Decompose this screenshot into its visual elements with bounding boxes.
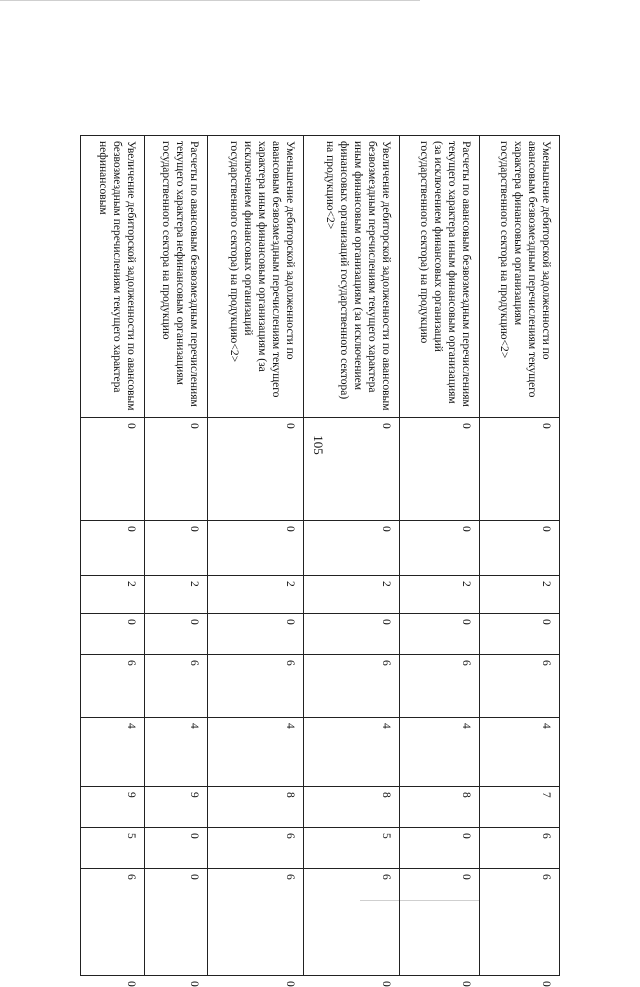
code-digit-cell: 0 (480, 521, 560, 576)
code-digit-cell: 6 (81, 869, 145, 976)
code-digit-cell: 6 (81, 655, 145, 718)
row-description: Уменьшение дебиторской задолженности по авансовым безвозмездным перечислениям текущего характера финансовым организациям государственного сектора на продукцию<2> (480, 136, 560, 418)
code-digit-cell: 4 (81, 718, 145, 787)
row-description: Увеличение дебиторской задолженности по авансовым безвозмездным перечислениям текущего характера нефинансовым (81, 136, 145, 418)
row-description: Расчеты по авансовым безвозмездным перечислениям текущего характера иным финансовым организациям (за исключением финансовых организаций государственного сектора) на продукцию (400, 136, 480, 418)
table-row: Расчеты по авансовым безвозмездным перечислениям текущего характера иным финансовым организациям (за исключением финансовых организаций государственного сектора) на продукцию 0 0 2 0 6 4 8 0 0 0 (400, 136, 480, 976)
table-row: Расчеты по авансовым безвозмездным перечислениям текущего характера нефинансовым организациям государственного сектора на продукцию 0 0 2 0 6 4 9 0 0 0 (144, 136, 208, 976)
table-body (81, 136, 560, 987)
code-digit-cell: 4 (304, 718, 400, 787)
code-digit-cell: 0 (208, 418, 304, 521)
code-digit-cell: 8 (400, 787, 480, 828)
code-digit-cell: 0 (400, 521, 480, 576)
code-digit-cell: 9 (144, 787, 208, 828)
code-digit-cell: 0 (400, 614, 480, 655)
code-digit-cell: 0 (81, 614, 145, 655)
code-digit-cell: 0 (81, 418, 145, 521)
code-digit-cell: 0 (400, 869, 480, 976)
code-digit-cell: 2 (480, 576, 560, 614)
code-digit-cell: 0 (304, 418, 400, 521)
table-row: Уменьшение дебиторской задолженности по авансовым безвозмездным перечислениям текущего характера финансовым организациям государственного сектора на продукцию<2> 0 0 2 0 6 4 7 6 6 0 (480, 136, 560, 976)
row-description: Расчеты по авансовым безвозмездным перечислениям текущего характера нефинансовым организациям государственного сектора на продукцию (144, 136, 208, 418)
code-digit-cell: 0 (304, 614, 400, 655)
row-description: Уменьшение дебиторской задолженности по авансовым безвозмездным перечислениям текущего характера иным финансовым организациям (за исключением финансовых организаций государственного сектора) на продукцию<2> (208, 136, 304, 418)
code-digit-cell: 6 (304, 655, 400, 718)
code-digit-cell: 0 (208, 614, 304, 655)
code-digit-cell: 6 (480, 828, 560, 869)
code-digit-cell: 0 (480, 614, 560, 655)
code-digit-cell: 2 (304, 576, 400, 614)
code-digit-cell: 4 (144, 718, 208, 787)
scan-edge-top (0, 0, 420, 1)
page-number: 105 (311, 435, 326, 455)
code-digit-cell: 2 (400, 576, 480, 614)
table-row: Увеличение дебиторской задолженности по авансовым безвозмездным перечислениям текущего характера нефинансовым 0 0 2 0 6 4 9 5 6 0 (81, 136, 145, 976)
code-digit-cell: 2 (144, 576, 208, 614)
code-digit-cell: 6 (480, 869, 560, 976)
code-digit-cell: 0 (144, 614, 208, 655)
code-digit-cell: 0 (144, 828, 208, 869)
table-row: Уменьшение дебиторской задолженности по авансовым безвозмездным перечислениям текущего характера иным финансовым организациям (за исключением финансовых организаций государственного сектора) на продукцию<2> 0 0 2 0 6 4 8 6 6 0 (208, 136, 304, 976)
table-row: Увеличение дебиторской задолженности по авансовым безвозмездным перечислениям текущего характера иным финансовым организациям (за исключением финансовых организаций государственного сектора) на продукцию<2> 0 0 2 0 6 4 8 5 6 0 (304, 136, 400, 976)
code-digit-cell: 6 (400, 655, 480, 718)
code-digit-cell: 6 (208, 655, 304, 718)
code-digit-cell: 4 (208, 718, 304, 787)
code-digit-cell: 8 (208, 787, 304, 828)
code-digit-cell: 7 (480, 787, 560, 828)
code-digit-cell: 6 (144, 655, 208, 718)
code-digit-cell: 4 (480, 718, 560, 787)
budget-classification-table (80, 135, 560, 987)
code-digit-cell: 0 (208, 521, 304, 576)
code-digit-cell: 5 (304, 828, 400, 869)
code-digit-cell: 0 (81, 521, 145, 576)
code-digit-cell: 0 (400, 418, 480, 521)
code-digit-cell: 0 (480, 418, 560, 521)
code-digit-cell: 6 (480, 655, 560, 718)
code-digit-cell: 9 (81, 787, 145, 828)
rotated-table-container (80, 135, 560, 987)
code-digit-cell: 8 (304, 787, 400, 828)
code-digit-cell: 6 (208, 869, 304, 976)
row-description: Увеличение дебиторской задолженности по авансовым безвозмездным перечислениям текущего характера иным финансовым организациям (за исключением финансовых организаций государственного сектора) на продукцию<2> (304, 136, 400, 418)
code-digit-cell: 2 (81, 576, 145, 614)
code-digit-cell: 6 (304, 869, 400, 976)
code-digit-cell: 5 (81, 828, 145, 869)
code-digit-cell: 0 (144, 418, 208, 521)
code-digit-cell: 2 (208, 576, 304, 614)
code-digit-cell: 4 (400, 718, 480, 787)
code-digit-cell: 0 (304, 521, 400, 576)
code-digit-cell: 0 (144, 521, 208, 576)
code-digit-cell: 0 (144, 869, 208, 976)
code-digit-cell: 6 (208, 828, 304, 869)
code-digit-cell: 0 (400, 828, 480, 869)
